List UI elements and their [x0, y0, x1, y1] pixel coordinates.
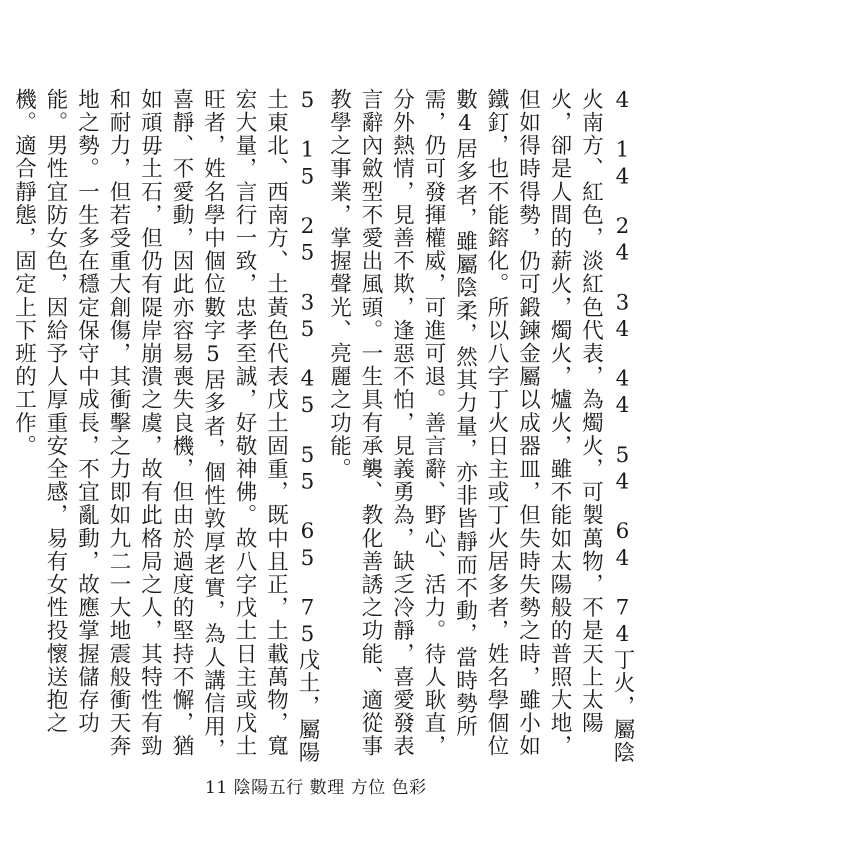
page-number: 11	[205, 778, 228, 798]
page-footer	[205, 773, 433, 798]
footer-title: 陰陽五行	[233, 778, 304, 798]
footer-tag-numerology: 數理	[309, 778, 345, 798]
vertical-text-body	[0, 88, 638, 778]
footer-tag-color: 色彩	[391, 778, 427, 798]
paragraph-earth-5: 5 15 25 35 45 55 65 75戊土，屬陽土東北、西南方、土黃色代表戊土固重，既中且正，土載萬物，寬宏大量，言行一致，忠孝至誠，好敬神佛。故八字戊土日主或戊土旺者，姓名學中個位數字5居多者，個性敦厚老實，為人講信用，喜靜、不愛動，因此亦容易喪失良機，但由於過度的堅持不懈，猶如頑毋土石，但仍有隄岸崩潰之虞，故有此格局之人，其特性有勁和耐力，但若受重大創傷，其衝擊之力即如九二一大地震般衝天奔地之勢。一生多在穩定保守中成長，不宜亂動，故應掌握儲存功能。男性宜防女色，因給予人厚重安全感，易有女性投懷送抱之機。適合靜態，固定上下班的工作。	[11, 88, 320, 765]
paragraph-fire-4: 4 14 24 34 44 54 64 74丁火，屬陰火南方、紅色，淡紅色代表，為燭火，可製萬物，不是天上太陽火，卻是人間的薪火，燭火，爐火，雖不能如太陽般的普照大地，但如得時得勢，仍可鍛鍊金屬以成器皿，但失時失勢之時，雖小如鐵釘，也不能鎔化。所以八字丁火日主或丁火居多者，姓名學個位數4居多者，雖屬陰柔，然其力量，亦非皆靜而不動，當時勢所需，仍可發揮權威，可進可退。善言辭、野心、活力。待人耿直，分外熱情，見善不欺，逢惡不怕，見義勇為，缺乏冷靜，喜愛發表言辭內斂型不愛出風頭。一生具有承襲、教化善誘之功能、適從事教學之事業，掌握聲光、亮麗之功能。	[326, 88, 635, 765]
footer-tag-direction: 方位	[350, 778, 386, 798]
